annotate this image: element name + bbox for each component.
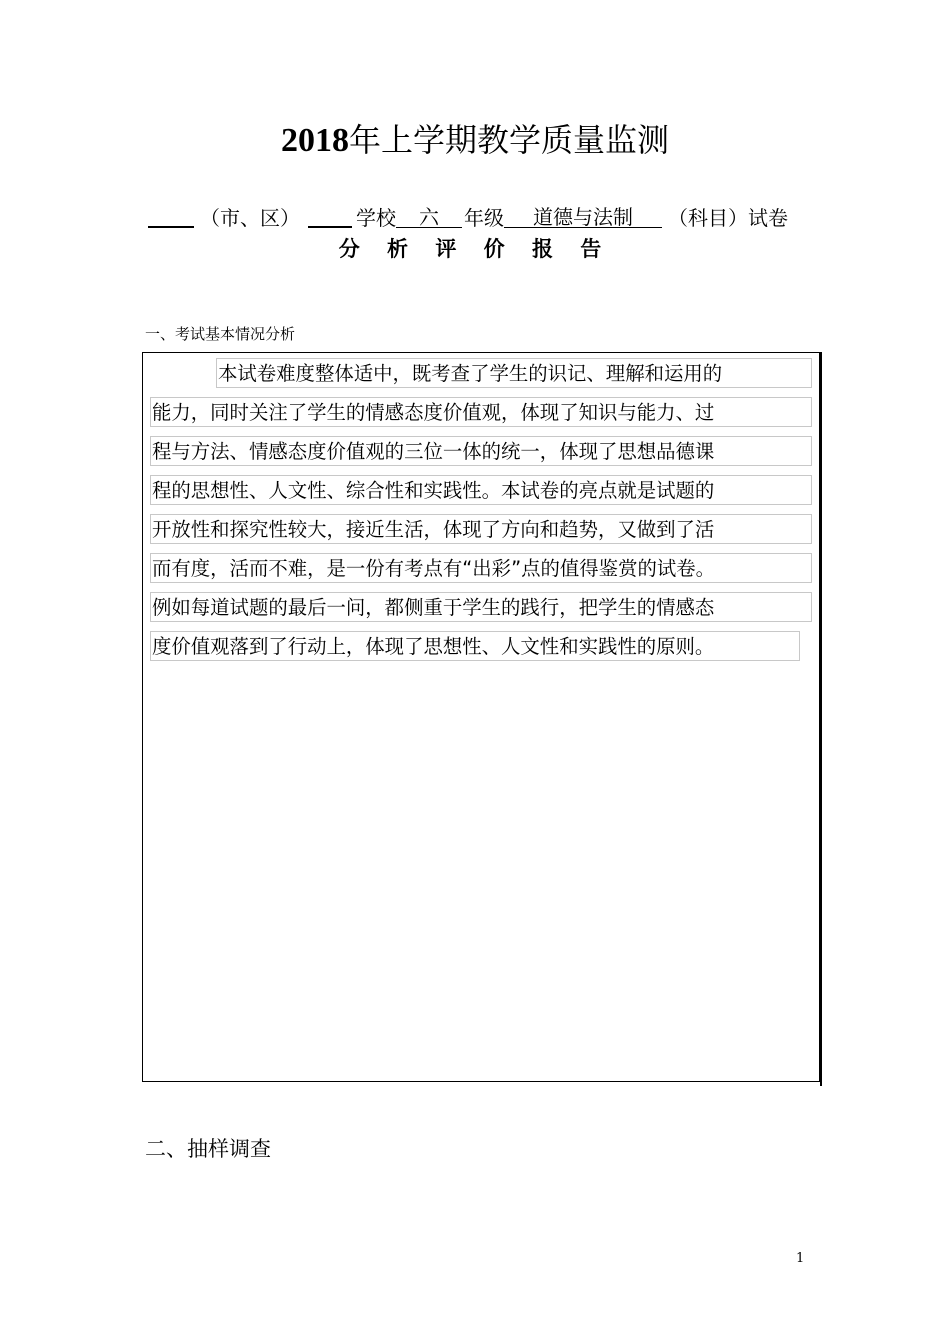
paragraph-line: 本试卷难度整体适中，既考查了学生的识记、理解和运用的 (216, 358, 812, 388)
exam-info-line (148, 196, 788, 228)
city-label: （市、区） (200, 206, 300, 230)
paragraph-line: 而有度，活而不难，是一份有考点有“出彩”点的值得鉴赏的试卷。 (150, 553, 812, 583)
paragraph-line: 程的思想性、人文性、综合性和实践性。本试卷的亮点就是试题的 (150, 475, 812, 505)
subject-field[interactable]: 道德与法制 (504, 201, 662, 228)
title-text: 年上学期教学质量监测 (348, 121, 669, 159)
paragraph-line: 例如每道试题的最后一问，都侧重于学生的践行，把学生的情感态 (150, 592, 812, 622)
page-number: 1 (796, 1251, 805, 1266)
section1-heading: 一、考试基本情况分析 (145, 325, 296, 343)
document-title (0, 118, 950, 163)
title-year: 2018 (280, 122, 349, 159)
paragraph-line: 程与方法、情感态度价值观的三位一体的统一，体现了思想品德课 (150, 436, 812, 466)
subject-label: （科目）试卷 (668, 206, 788, 230)
report-title: 分 析 评 价 报 告 (338, 237, 612, 261)
analysis-paragraph (150, 358, 812, 670)
paragraph-line: 度价值观落到了行动上，体现了思想性、人文性和实践性的原则。 (150, 631, 800, 661)
grade-field[interactable]: 六 (396, 201, 462, 228)
section2-heading: 二、抽样调查 (145, 1137, 271, 1161)
paragraph-line: 开放性和探究性较大，接近生活，体现了方向和趋势，又做到了活 (150, 514, 812, 544)
school-label: 学校 (356, 206, 396, 230)
grade-label: 年级 (464, 206, 504, 230)
paragraph-line: 能力，同时关注了学生的情感态度价值观，体现了知识与能力、过 (150, 397, 812, 427)
analysis-box-edge (820, 352, 822, 1086)
district-blank[interactable] (308, 200, 352, 228)
city-blank[interactable] (148, 200, 194, 228)
